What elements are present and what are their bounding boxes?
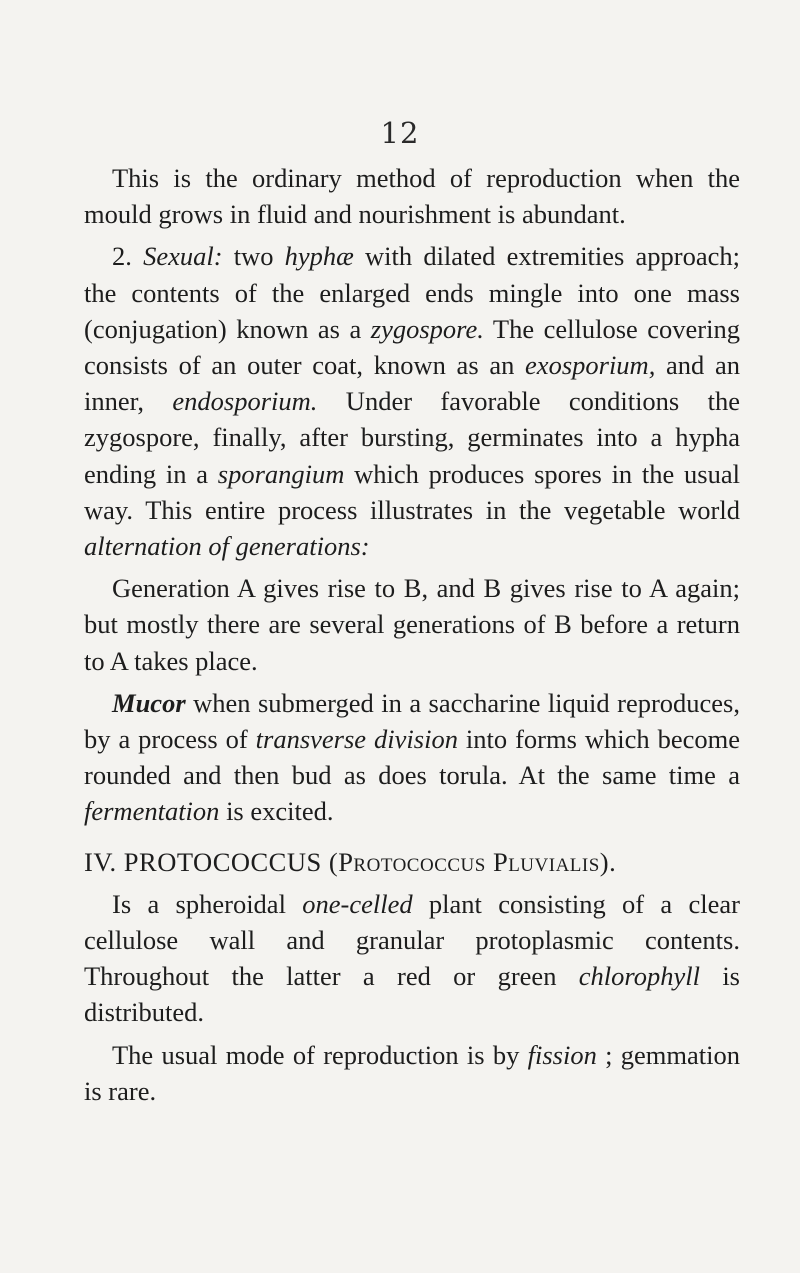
- section-heading-protococcus: [84, 844, 740, 880]
- heading-text: IV. PROTOCOCCUS (: [84, 846, 339, 877]
- text-run: plant consisting of a clear cellulose wall and granular protoplasmic contents. Throughout the latter a red or green: [84, 888, 740, 992]
- term-exosporium: exosporium,: [525, 350, 656, 381]
- term-fission: fission: [527, 1039, 597, 1070]
- paragraph-text: Generation A gives rise to B, and B gives rise to A again; but mostly there are several generations of B before a return to A takes place.: [84, 573, 740, 676]
- term-hyphae: hyphæ: [284, 241, 354, 272]
- term-transverse-division: transverse division: [255, 724, 458, 755]
- heading-text: ).: [599, 846, 617, 877]
- paragraph-protococcus-description: [84, 886, 740, 1031]
- paragraph-generations: [84, 570, 740, 679]
- text-run: The usual mode of reproduction is by: [112, 1039, 528, 1070]
- term-mucor: Mucor: [112, 687, 186, 718]
- term-fermentation: fermentation: [84, 796, 220, 827]
- text-run: when submerged in a saccharine liquid reproduces, by a process of: [84, 687, 740, 755]
- text-run: The cellulose covering consists of an outer coat, known as an: [84, 313, 740, 381]
- term-endosporium: endosporium.: [172, 386, 318, 417]
- term-zygospore: zygospore.: [370, 313, 484, 344]
- paragraph-mucor: [84, 685, 740, 830]
- text-run: :: [360, 531, 370, 562]
- text-run: which produces spores in the usual way. This entire process illustrates in the vegetable world: [84, 458, 740, 525]
- paragraph-text: This is the ordinary method of reproduction when the mould grows in fluid and nourishment is abundant.: [84, 163, 740, 230]
- text-run: Under favorable conditions the zygospore, finally, after bursting, germinates into a hypha ending in a: [84, 386, 741, 489]
- text-run: ; gemmation is rare.: [84, 1039, 740, 1106]
- text-run: is distributed.: [84, 961, 740, 1028]
- page-number: 12: [380, 116, 420, 150]
- term-one-celled: one-celled: [302, 888, 413, 919]
- text-run: two: [222, 241, 285, 272]
- text-run: is excited.: [219, 796, 334, 827]
- paragraph-asexual-summary: [84, 160, 740, 232]
- term-sporangium: sporangium: [217, 458, 345, 489]
- paragraph-protococcus-reproduction: [84, 1037, 740, 1109]
- term-sexual: Sexual:: [143, 241, 223, 272]
- list-number: 2.: [112, 241, 144, 272]
- text-run: with dilated extremities approach; the contents of the enlarged ends mingle into one mass (conjugation) known as a: [84, 241, 741, 344]
- text-run: and an inner,: [84, 350, 740, 417]
- heading-latin-name: Protococcus Pluvialis: [338, 846, 600, 877]
- page-body: [84, 160, 740, 1109]
- term-alternation-of-generations: alternation of generations: [84, 531, 361, 562]
- text-run: into forms which become rounded and then bud as does torula. At the same time a: [84, 724, 741, 791]
- text-run: Is a spheroidal: [112, 888, 303, 919]
- term-chlorophyll: chlorophyll: [578, 961, 700, 992]
- paragraph-sexual-reproduction: [84, 238, 740, 564]
